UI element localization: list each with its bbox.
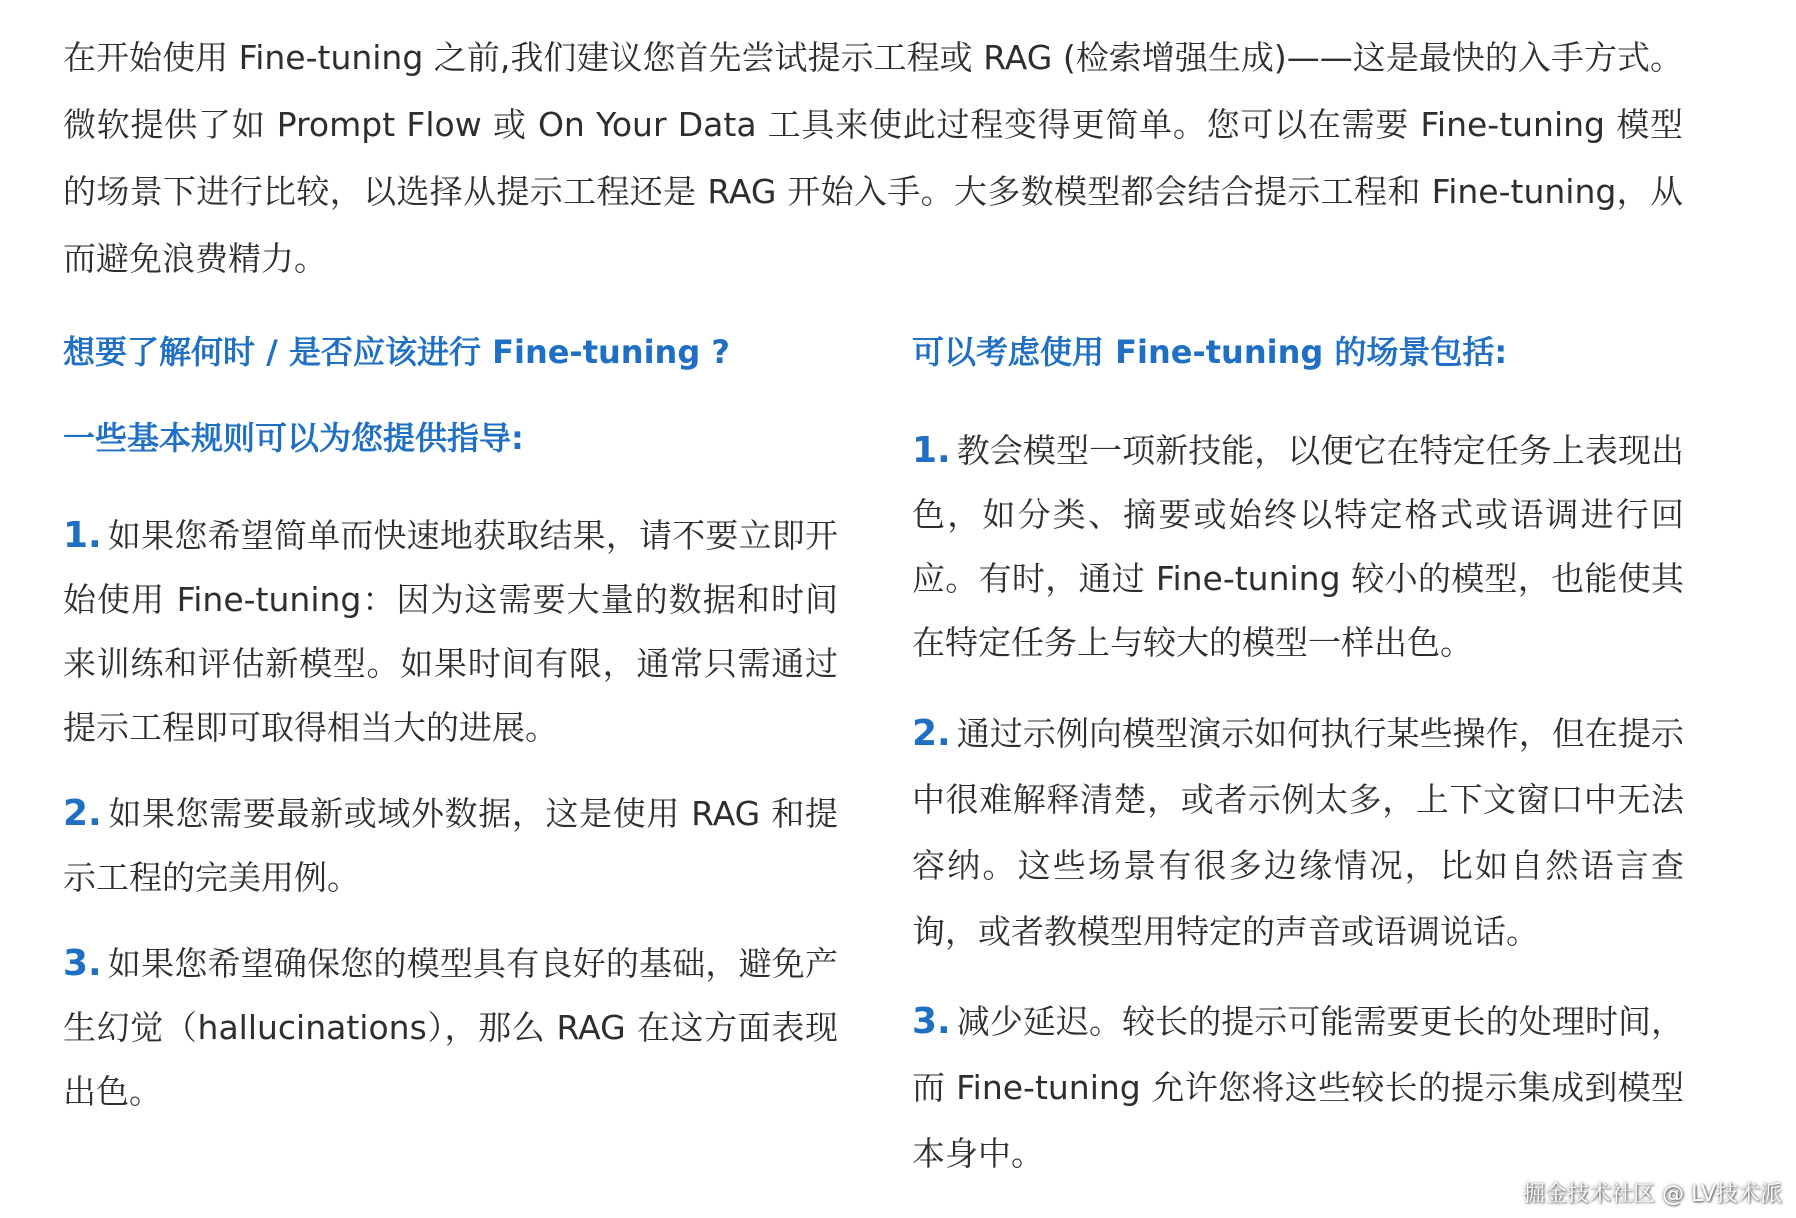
intro-paragraph: 在开始使用 Fine-tuning 之前,我们建议您首先尝试提示工程或 RAG (检索增强生成)——这是最快的入手方式。微软提供了如 Prompt Flow 或 On Your Data 工具来使此过程变得更简单。您可以在需要 Fine-tuning 模型的场景下进行比较，以选择从提示工程还是 RAG 开始入手。大多数模型都会结合提示工程和 Fine-tuning，从而避免浪费精力。 <box>63 38 1683 278</box>
left-column <box>63 330 838 1124</box>
list-number: 3. <box>912 1001 951 1042</box>
right-column <box>912 330 1684 1187</box>
list-number: 3. <box>63 943 102 984</box>
list-item-text: 如果您希望简单而快速地获取结果，请不要立即开始使用 Fine-tuning：因为这需要大量的数据和时间来训练和评估新模型。如果时间有限，通常只需通过提示工程即可取得相当大的进展。 <box>63 516 838 747</box>
list-number: 1. <box>912 430 951 471</box>
list-item-text: 教会模型一项新技能，以便它在特定任务上表现出色，如分类、摘要或始终以特定格式或语调进行回应。有时，通过 Fine-tuning 较小的模型，也能使其在特定任务上与较大的模型一样出色。 <box>912 431 1684 662</box>
watermark: 掘金技术社区 @ LV技术派 <box>1523 1182 1782 1207</box>
list-number: 1. <box>63 515 102 556</box>
left-list-item <box>63 782 838 910</box>
list-number: 2. <box>912 713 951 754</box>
right-list-item <box>912 989 1684 1187</box>
list-item-text: 如果您需要最新或域外数据，这是使用 RAG 和提示工程的完美用例。 <box>63 794 838 897</box>
list-item-text: 如果您希望确保您的模型具有良好的基础，避免产生幻觉（hallucinations），那么 RAG 在这方面表现出色。 <box>63 944 838 1111</box>
right-list-item <box>912 701 1684 965</box>
list-number: 2. <box>63 793 102 834</box>
left-list-item <box>63 932 838 1124</box>
right-heading-scenarios: 可以考虑使用 Fine-tuning 的场景包括: <box>912 333 1508 371</box>
list-item-text: 减少延迟。较长的提示可能需要更长的处理时间，而 Fine-tuning 允许您将这些较长的提示集成到模型本身中。 <box>912 1002 1684 1173</box>
list-item-text: 通过示例向模型演示如何执行某些操作，但在提示中很难解释清楚，或者示例太多，上下文窗口中无法容纳。这些场景有很多边缘情况，比如自然语言查询，或者教模型用特定的声音或语调说话。 <box>912 714 1684 951</box>
left-heading-rules: 一些基本规则可以为您提供指导: <box>63 419 524 457</box>
right-list-item <box>912 419 1684 675</box>
left-list-item <box>63 504 838 760</box>
left-heading-when: 想要了解何时 / 是否应该进行 Fine-tuning ? <box>63 333 730 371</box>
